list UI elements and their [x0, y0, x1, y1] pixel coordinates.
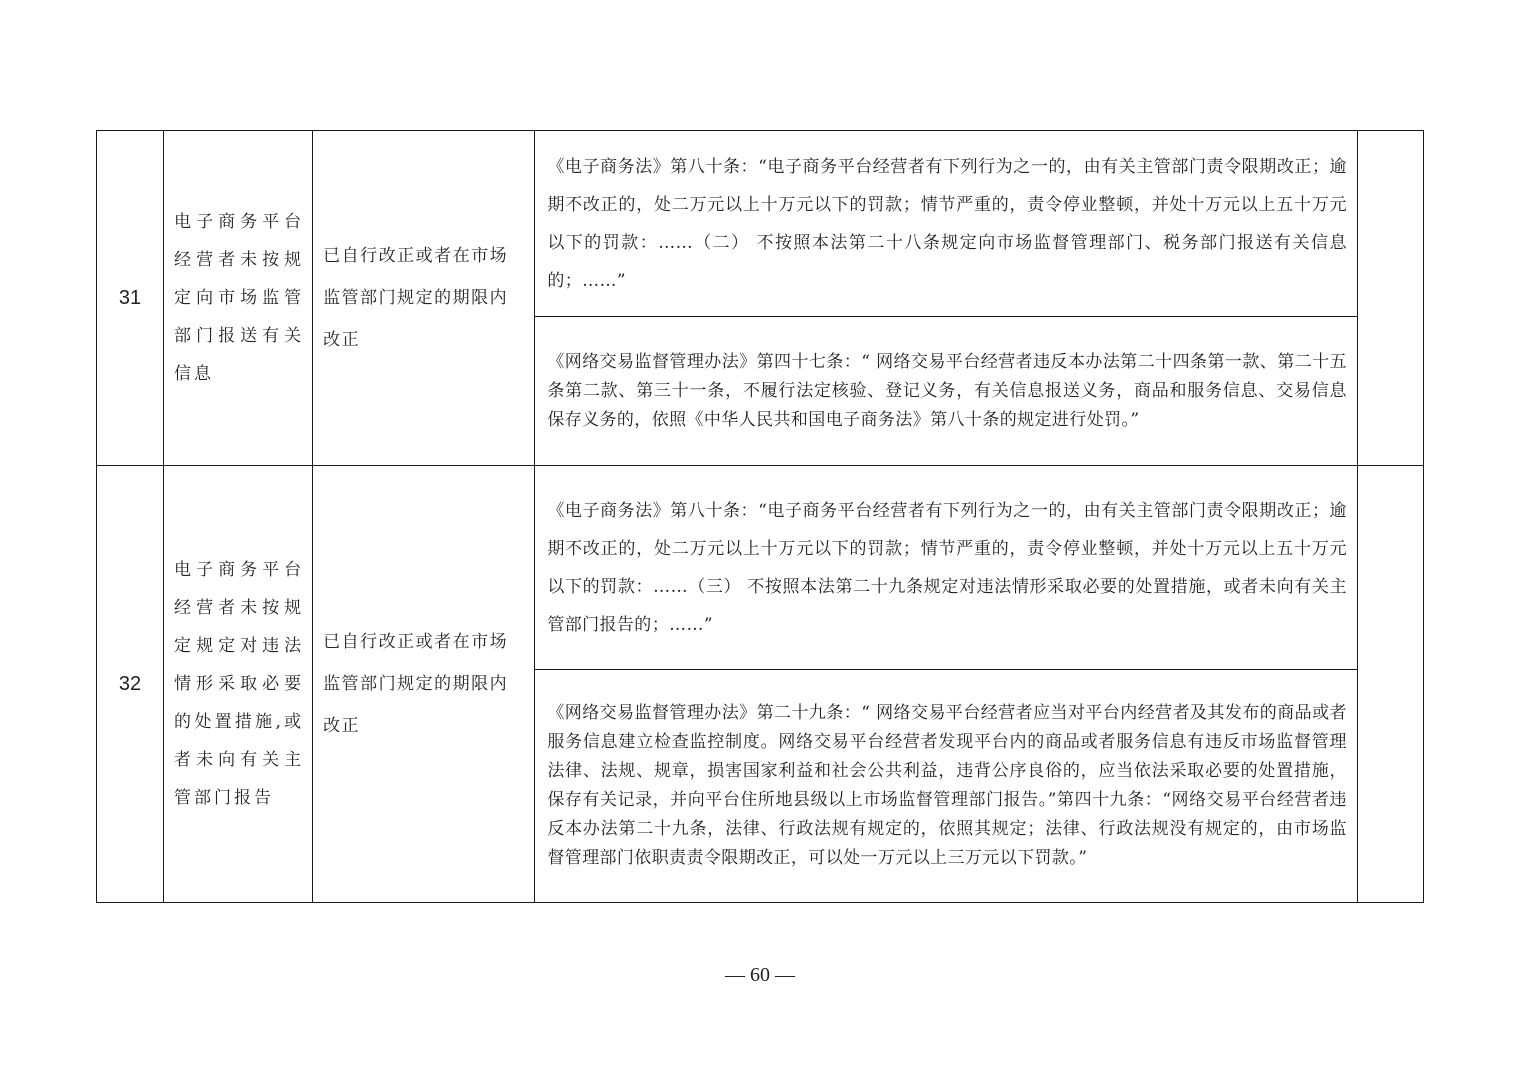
- row-number: 31: [97, 131, 164, 466]
- table-row: [97, 466, 1424, 670]
- basis-cell: [535, 131, 1358, 317]
- measures-table: [96, 130, 1424, 903]
- condition-cell: [313, 466, 535, 903]
- note-cell: [1357, 131, 1423, 466]
- note-cell: [1357, 466, 1423, 903]
- legal-basis-text: 《电子商务法》第八十条：“电子商务平台经营者有下列行为之一的，由有关主管部门责令限期改正；逾期不改正的，处二万元以上十万元以下的罚款；情节严重的，责令停业整顿，并处十万元以上五十万元以下的罚款：……（三） 不按照本法第二十九条规定对违法情形采取必要的处置措施，或者未向有关主管部门报告的；……”: [547, 500, 1347, 635]
- item-cell: [164, 466, 313, 903]
- condition-text: 已自行改正或者在市场监管部门规定的期限内改正: [323, 632, 509, 736]
- item-cell: [164, 131, 313, 466]
- item-text: 电子商务平台经营者未按规定规定对违法情形采取必要的处置措施,或者未向有关主管部门报告: [174, 560, 305, 808]
- table-row: [97, 131, 1424, 317]
- row-number: 32: [97, 466, 164, 903]
- condition-cell: [313, 131, 535, 466]
- basis-cell: [535, 466, 1358, 670]
- condition-text: 已自行改正或者在市场监管部门规定的期限内改正: [323, 246, 509, 350]
- legal-basis-text: 《网络交易监督管理办法》第二十九条：“ 网络交易平台经营者应当对平台内经营者及其发布的商品或者服务信息建立检查监控制度。网络交易平台经营者发现平台内的商品或者服务信息有违反市场监督管理法律、法规、规章，损害国家利益和社会公共利益，违背公序良俗的，应当依法采取必要的处置措施，保存有关记录，并向平台住所地县级以上市场监督管理部门报告。”第四十九条：“网络交易平台经营者违反本办法第二十九条，法律、行政法规有规定的，依照其规定；法律、行政法规没有规定的，由市场监督管理部门依职责责令限期改正，可以处一万元以上三万元以下罚款。”: [547, 703, 1347, 868]
- legal-basis-text: 《网络交易监督管理办法》第四十七条：“ 网络交易平台经营者违反本办法第二十四条第一款、第二十五条第二款、第三十一条，不履行法定核验、登记义务，有关信息报送义务，商品和服务信息、交易信息保存义务的，依照《中华人民共和国电子商务法》第八十条的规定进行处罚。”: [547, 351, 1347, 430]
- basis-cell: [535, 670, 1358, 903]
- legal-basis-text: 《电子商务法》第八十条：“电子商务平台经营者有下列行为之一的，由有关主管部门责令限期改正；逾期不改正的，处二万元以上十万元以下的罚款；情节严重的，责令停业整顿，并处十万元以上五十万元以下的罚款：……（二） 不按照本法第二十八条规定向市场监督管理部门、税务部门报送有关信息的；……”: [547, 156, 1347, 291]
- item-text: 电子商务平台经营者未按规定向市场监管部门报送有关信息: [174, 212, 305, 384]
- page-number: — 60 —: [725, 964, 795, 986]
- basis-cell: [535, 317, 1358, 466]
